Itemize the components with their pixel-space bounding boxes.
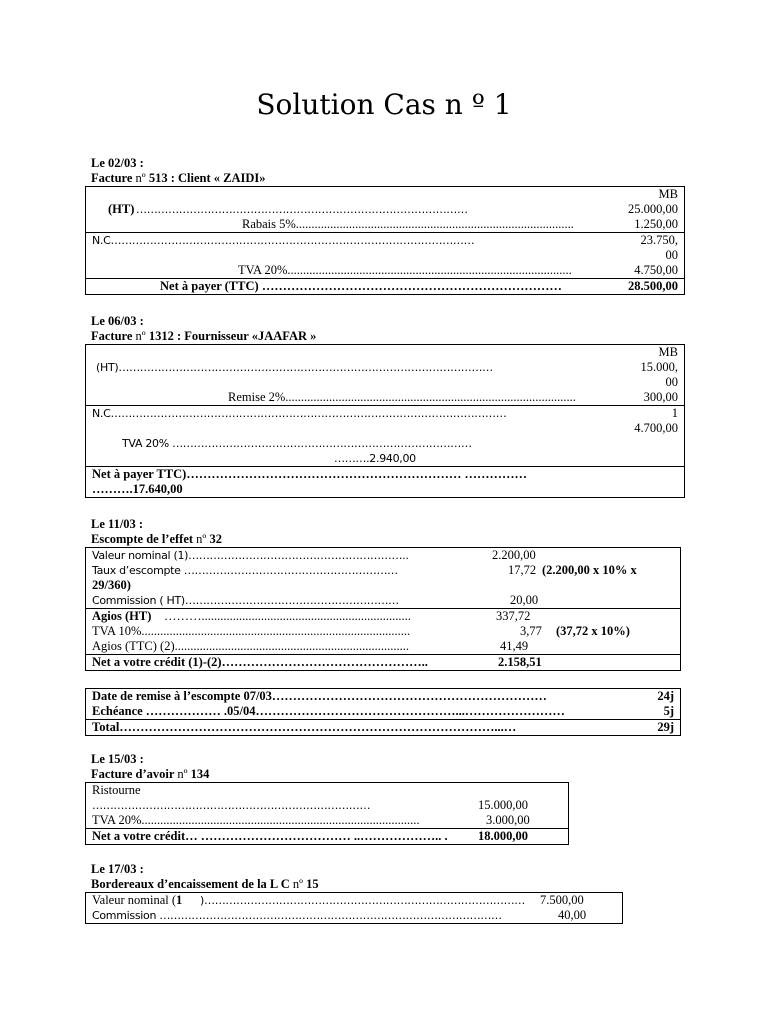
- tva-row: TVA 10%...................................................................................... 3,77 (37,72 x 10%): [92, 624, 630, 638]
- echeance-table: [85, 688, 681, 736]
- ristourne-label: Ristourne: [92, 783, 141, 797]
- section-date: Le 06/03 :: [91, 314, 144, 328]
- section-date: Le 17/03 :: [91, 862, 144, 876]
- echeance-row: Echéance ……………… .05/04…………………………………………...…………………… 5j: [92, 704, 674, 718]
- section-header-2: [91, 314, 316, 344]
- total-row: Total………………………………………………………………………………...… 29j: [86, 719, 680, 735]
- mb-label: MB: [658, 187, 678, 201]
- section-header-1: [91, 156, 265, 186]
- net-row: Net à payer TTC)………………………………………………………… …………… ……….17.640,00: [86, 466, 684, 497]
- commission-row: Commission …………………………………………………………………………………… 40,00: [92, 908, 587, 922]
- net-row: Net a votre crédit… ……………………………… ..……………….. . 18.000,00: [86, 828, 568, 844]
- ht-row: (HT) ………………………………………………………………………………… 25.000,00: [108, 202, 678, 216]
- escompte-table: [85, 547, 681, 671]
- mb-label: MB: [658, 345, 678, 359]
- section-header-3: [91, 517, 222, 547]
- taux-row: Taux d’escompte …………………………………………………… 17,72 (2.200,00 x 10% x: [92, 563, 637, 577]
- section-subtitle: Escompte de l’effet nº 32: [91, 532, 222, 546]
- avoir-table: [85, 782, 569, 845]
- section-date: Le 11/03 :: [91, 517, 144, 531]
- page-title: Solution Cas n º 1: [256, 88, 512, 121]
- nc-row-cont: 4.700,00: [634, 421, 678, 435]
- remise-date-row: Date de remise à l’escompte 07/03………………………………………………………… 24j: [92, 689, 674, 703]
- tva-row: TVA 20% …………………………………………………………………………: [122, 437, 472, 450]
- section-header-5: [91, 752, 209, 782]
- taux-row-cont: 29/360): [92, 578, 131, 592]
- ristourne-row: …………………………………………………………………… 15.000,00: [92, 798, 528, 812]
- invoice-table-2: [85, 344, 685, 498]
- invoice-table-1: [85, 186, 685, 295]
- section-subtitle: Facture d’avoir nº 134: [91, 767, 210, 781]
- nc-row: N.C………………………………………………………………………………………………… 1: [86, 405, 684, 421]
- agios-row: Agios (HT) ………................................................................... 337,72: [86, 608, 680, 624]
- bordereau-table: [85, 892, 623, 924]
- tva-row-cont: ……….2.940,00: [334, 452, 416, 465]
- section-date: Le 15/03 :: [91, 752, 144, 766]
- commission-row: Commission ( HT)…………………………………………………… 20,00: [92, 593, 539, 607]
- tva-row: TVA 20%........................................................................................... 4.750,00: [238, 263, 678, 277]
- ht-row-cont: 00: [665, 375, 678, 389]
- rabais-row: Rabais 5%......................................................................................... 1.250,00: [242, 217, 678, 231]
- section-subtitle: Bordereaux d’encaissement de la L C nº 15: [91, 877, 319, 891]
- section-subtitle: Facture nº 513 : Client « ZAIDI»: [91, 171, 266, 185]
- ht-row: (HT)…………………………………………………………………………………………… 15.000,: [96, 360, 678, 374]
- nc-row: N.C………………………………………………………………………………………… 23.750,: [86, 232, 684, 248]
- tva-row: TVA 20%......................................................................................... 3.000,00: [92, 813, 530, 827]
- valeur-nominal-row: Valeur nominal (1 )……………………………………………………………………………… 7.500,00: [92, 893, 584, 907]
- net-row: Net à payer (TTC) ……………………………………………………………… 28.500,00: [86, 278, 684, 294]
- remise-row: Remise 2%............................................................................................. 300,00: [228, 390, 678, 404]
- agios-ttc-row: Agios (TTC) (2)........................................................................... 41,49: [92, 639, 529, 653]
- net-row: Net a votre crédit (1)-(2)………………………………………….. 2.158,51: [86, 654, 680, 670]
- valeur-nominal-row: Valeur nominal (1)…………………………………………………….. 2.200,00: [92, 548, 536, 562]
- section-header-6: [91, 862, 319, 892]
- section-date: Le 02/03 :: [91, 156, 144, 170]
- section-subtitle: Facture nº 1312 : Fournisseur «JAAFAR »: [91, 329, 317, 343]
- nc-row-cont: 00: [665, 248, 678, 262]
